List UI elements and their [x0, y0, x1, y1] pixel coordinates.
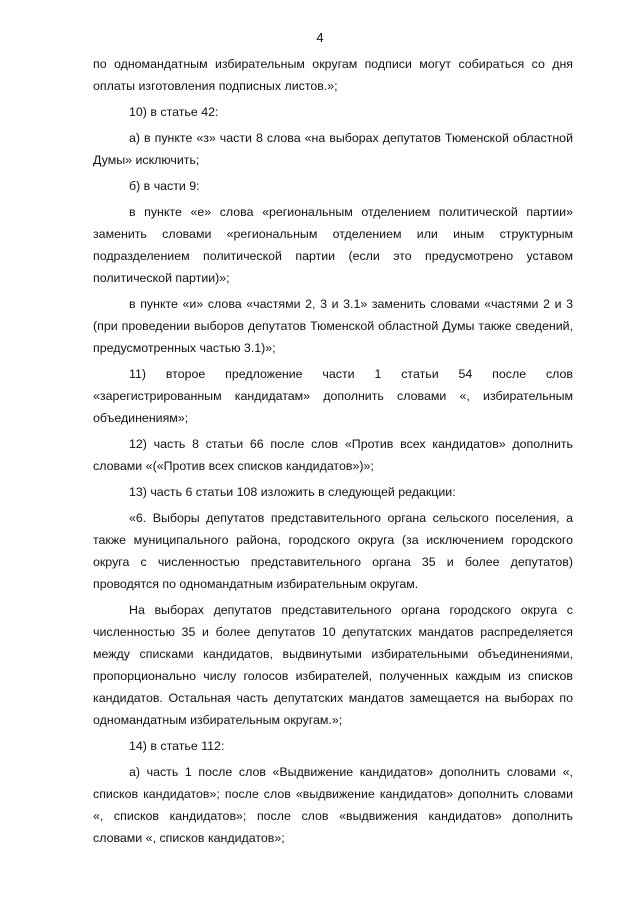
paragraph-item-10b: б) в части 9:: [129, 179, 200, 193]
paragraph-part-6: «6. Выборы депутатов представительного органа сельского поселения, а также муниципального района, городского округа (за исключением городского округа с численностью представительного органа 35 и более депутатов) проводятся по одномандатным избирательным округам.: [93, 511, 573, 591]
paragraph-item-10a: а) в пункте «з» части 8 слова «на выборах депутатов Тюменской областной Думы» исключить;: [93, 131, 573, 167]
paragraph-item-14: 14) в статье 112:: [129, 739, 225, 753]
paragraph-item-14a: а) часть 1 после слов «Выдвижение кандидатов» дополнить словами «, списков кандидатов»; после слов «выдвижение кандидатов» дополнить словами «, списков кандидатов»; после слов «выдвижения кандидатов» дополнить словами «, списков кандидатов»;: [93, 765, 573, 845]
paragraph-item-10: 10) в статье 42:: [129, 105, 219, 119]
page-number: 4: [316, 30, 324, 45]
paragraph-continuation: по одномандатным избирательным округам подписи могут собираться со дня оплаты изготовления подписных листов.»;: [93, 57, 573, 93]
paragraph-point-e: в пункте «е» слова «региональным отделением политической партии» заменить словами «региональным отделением или иным структурным подразделением политической партии (если это предусмотрено уставом политической партии)»;: [93, 205, 573, 285]
document-body: [93, 53, 573, 849]
paragraph-part-6-cont: На выборах депутатов представительного органа городского округа с численностью 35 и более депутатов 10 депутатских мандатов распределяется между списками кандидатов, выдвинутыми избирательными объединениями, пропорционально числу голосов избирателей, полученных каждым из списков кандидатов. Остальная часть депутатских мандатов замещается на выборах по одномандатным избирательным округам.»;: [93, 603, 573, 727]
paragraph-item-11: 11) второе предложение части 1 статьи 54 после слов «зарегистрированным кандидатам» дополнить словами «, избирательным объединениям»;: [93, 367, 573, 425]
paragraph-item-13: 13) часть 6 статьи 108 изложить в следующей редакции:: [129, 485, 456, 499]
paragraph-point-i: в пункте «и» слова «частями 2, 3 и 3.1» заменить словами «частями 2 и 3 (при проведении выборов депутатов Тюменской областной Думы также сведений, предусмотренных частью 3.1)»;: [93, 297, 573, 355]
paragraph-item-12: 12) часть 8 статьи 66 после слов «Против всех кандидатов» дополнить словами «(«Против всех списков кандидатов»)»;: [93, 437, 573, 473]
